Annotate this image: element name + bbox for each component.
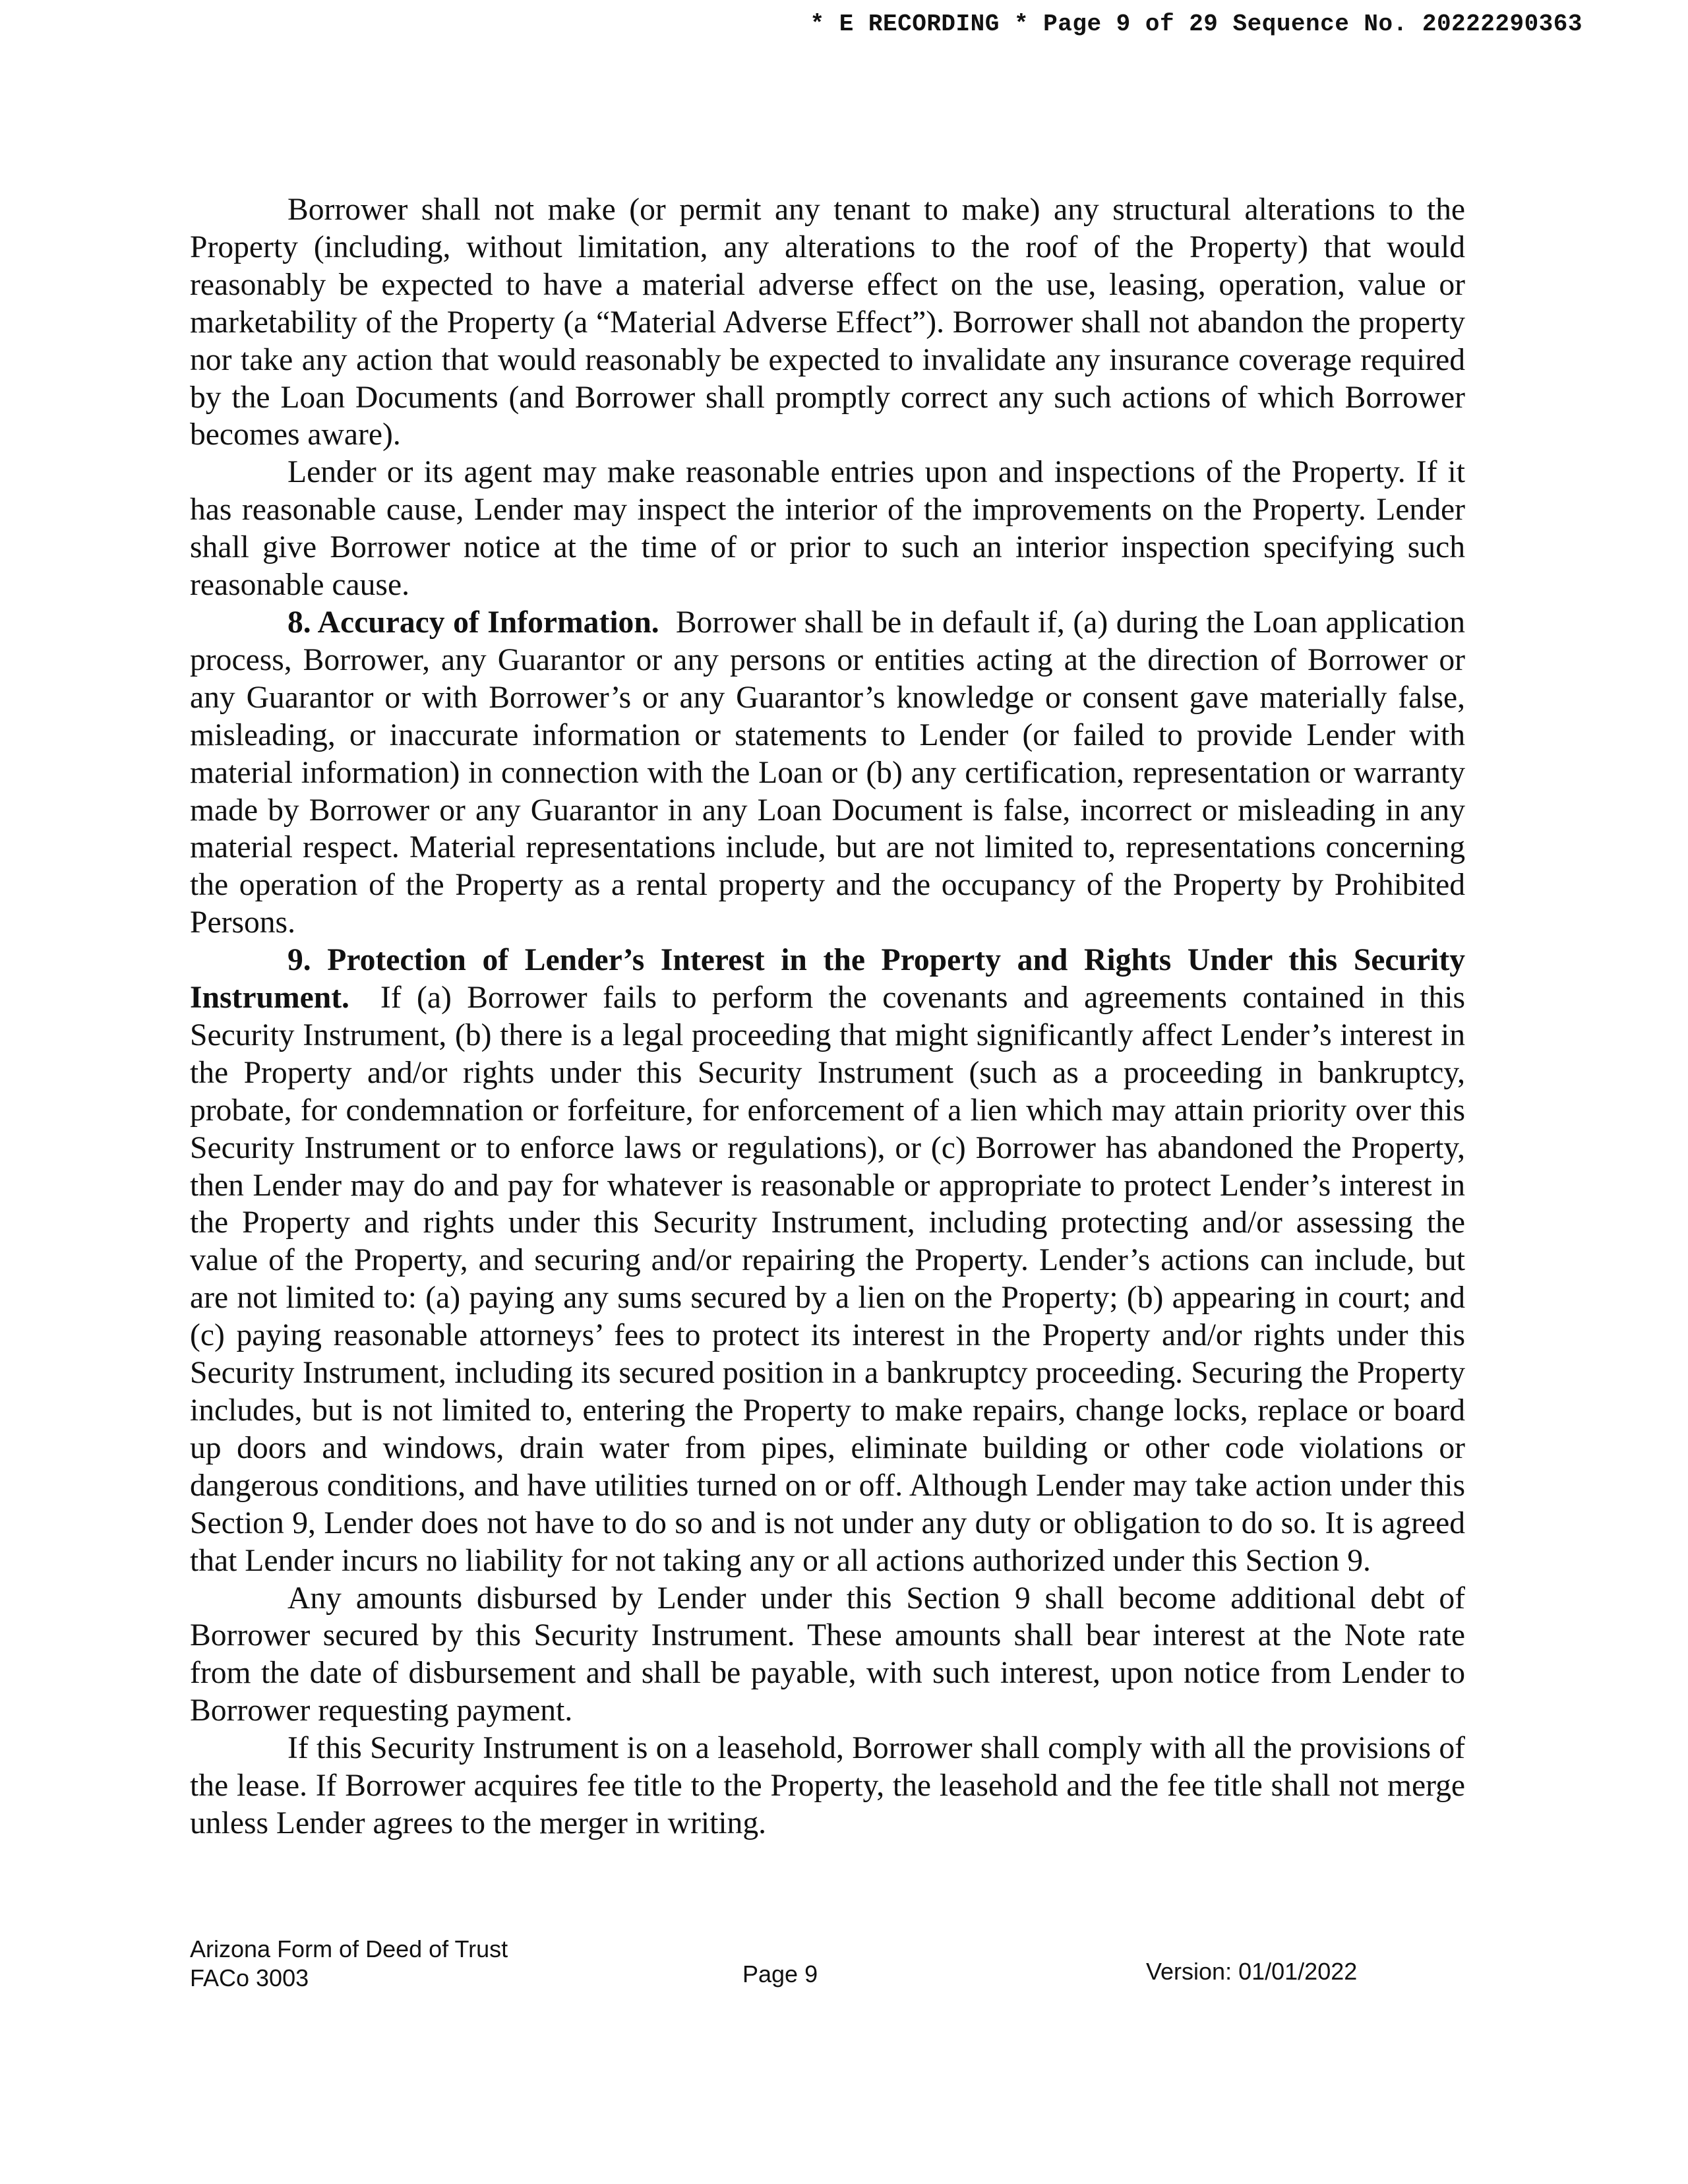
footer-form-code: FACo 3003 xyxy=(190,1964,309,1991)
page-footer xyxy=(190,1931,1465,2003)
footer-version: Version: 01/01/2022 xyxy=(1146,1958,1358,1985)
paragraph-leasehold: If this Security Instrument is on a leasehold, Borrower shall comply with all the provisions of the lease. If Borrower acquires fee title to the Property, the leasehold and the fee title shall not merge unless Lender agrees to the merger in writing. xyxy=(190,1731,1465,1840)
section-9 xyxy=(190,942,1465,1579)
section-8-body: Borrower shall be in default if, (a) during the Loan application process, Borrower, any Guarantor or any persons or entities acting at the direction of Borrower or any Guarantor or with Borrower’s or any Guarantor’s knowledge or consent gave materially false, misleading, or inaccurate information or statements to Lender (or failed to provide Lender with material information) in connection with the Loan or (b) any certification, representation or warranty made by Borrower or any Guarantor in any Loan Document is false, incorrect or misleading in any material respect. Material representations include, but are not limited to, representations concerning the operation of the Property as a rental property and the occupancy of the Property by Prohibited Persons. xyxy=(190,605,1466,940)
section-8-heading: 8. Accuracy of Information. xyxy=(287,605,659,640)
footer-form-info xyxy=(190,1935,508,1993)
paragraph-disbursed-amounts: Any amounts disbursed by Lender under this Section 9 shall become additional debt of Borrower secured by this Security Instrument. These amounts shall bear interest at the Note rate from the date of disbursement and shall be payable, with such interest, upon notice from Lender to Borrower requesting payment. xyxy=(190,1581,1465,1728)
section-9-heading: 9. Protection of Lender’s Interest in the Property and Rights Under this Security Instrument. xyxy=(190,943,1465,1016)
recording-header: * E RECORDING * Page 9 of 29 Sequence No. 20222290363 xyxy=(810,11,1582,38)
section-8 xyxy=(190,604,1465,942)
footer-form-name: Arizona Form of Deed of Trust xyxy=(190,1935,508,1962)
paragraph-structural-alterations: Borrower shall not make (or permit any tenant to make) any structural alterations to the Property (including, without limitation, any alterations to the roof of the Property) that would reasonably be expected to have a material adverse effect on the use, leasing, operation, value or marketability of the Property (a “Material Adverse Effect”). Borrower shall not abandon the property nor take any action that would reasonably be expected to invalidate any insurance coverage required by the Loan Documents (and Borrower shall promptly correct any such actions of which Borrower becomes aware). xyxy=(190,193,1465,452)
section-9-body: If (a) Borrower fails to perform the covenants and agreements contained in this Security Instrument, (b) there is a legal proceeding that might significantly affect Lender’s interest in the Property and/or rights under this Security Instrument (such as a proceeding in bankruptcy, probate, for condemnation or forfeiture, for enforcement of a lien which may attain priority over this Security Instrument or to enforce laws or regulations), or (c) Borrower has abandoned the Property, then Lender may do and pay for whatever is reasonable or appropriate to protect Lender’s interest in the Property and rights under this Security Instrument, including protecting and/or assessing the value of the Property, and securing and/or repairing the Property. Lender’s actions can include, but are not limited to: (a) paying any sums secured by a lien on the Property; (b) appearing in court; and (c) paying reasonable attorneys’ fees to protect its interest in the Property and/or rights under this Security Instrument, including its secured position in a bankruptcy proceeding. Securing the Property includes, but is not limited to, entering the Property to make repairs, change locks, replace or board up doors and windows, drain water from pipes, eliminate building or other code violations or dangerous conditions, and have utilities turned on or off. Although Lender may take action under this Section 9, Lender does not have to do so and is not under any duty or obligation to do so. It is agreed that Lender incurs no liability for not taking any or all actions authorized under this Section 9. xyxy=(190,981,1465,1578)
footer-page-number: Page 9 xyxy=(742,1960,818,1987)
paragraph-inspections: Lender or its agent may make reasonable entries upon and inspections of the Property. If it has reasonable cause, Lender may inspect the interior of the improvements on the Property. Lender shall give Borrower notice at the time of or prior to such an interior inspection specifying such reasonable cause. xyxy=(190,455,1465,603)
document-body xyxy=(190,191,1465,1842)
